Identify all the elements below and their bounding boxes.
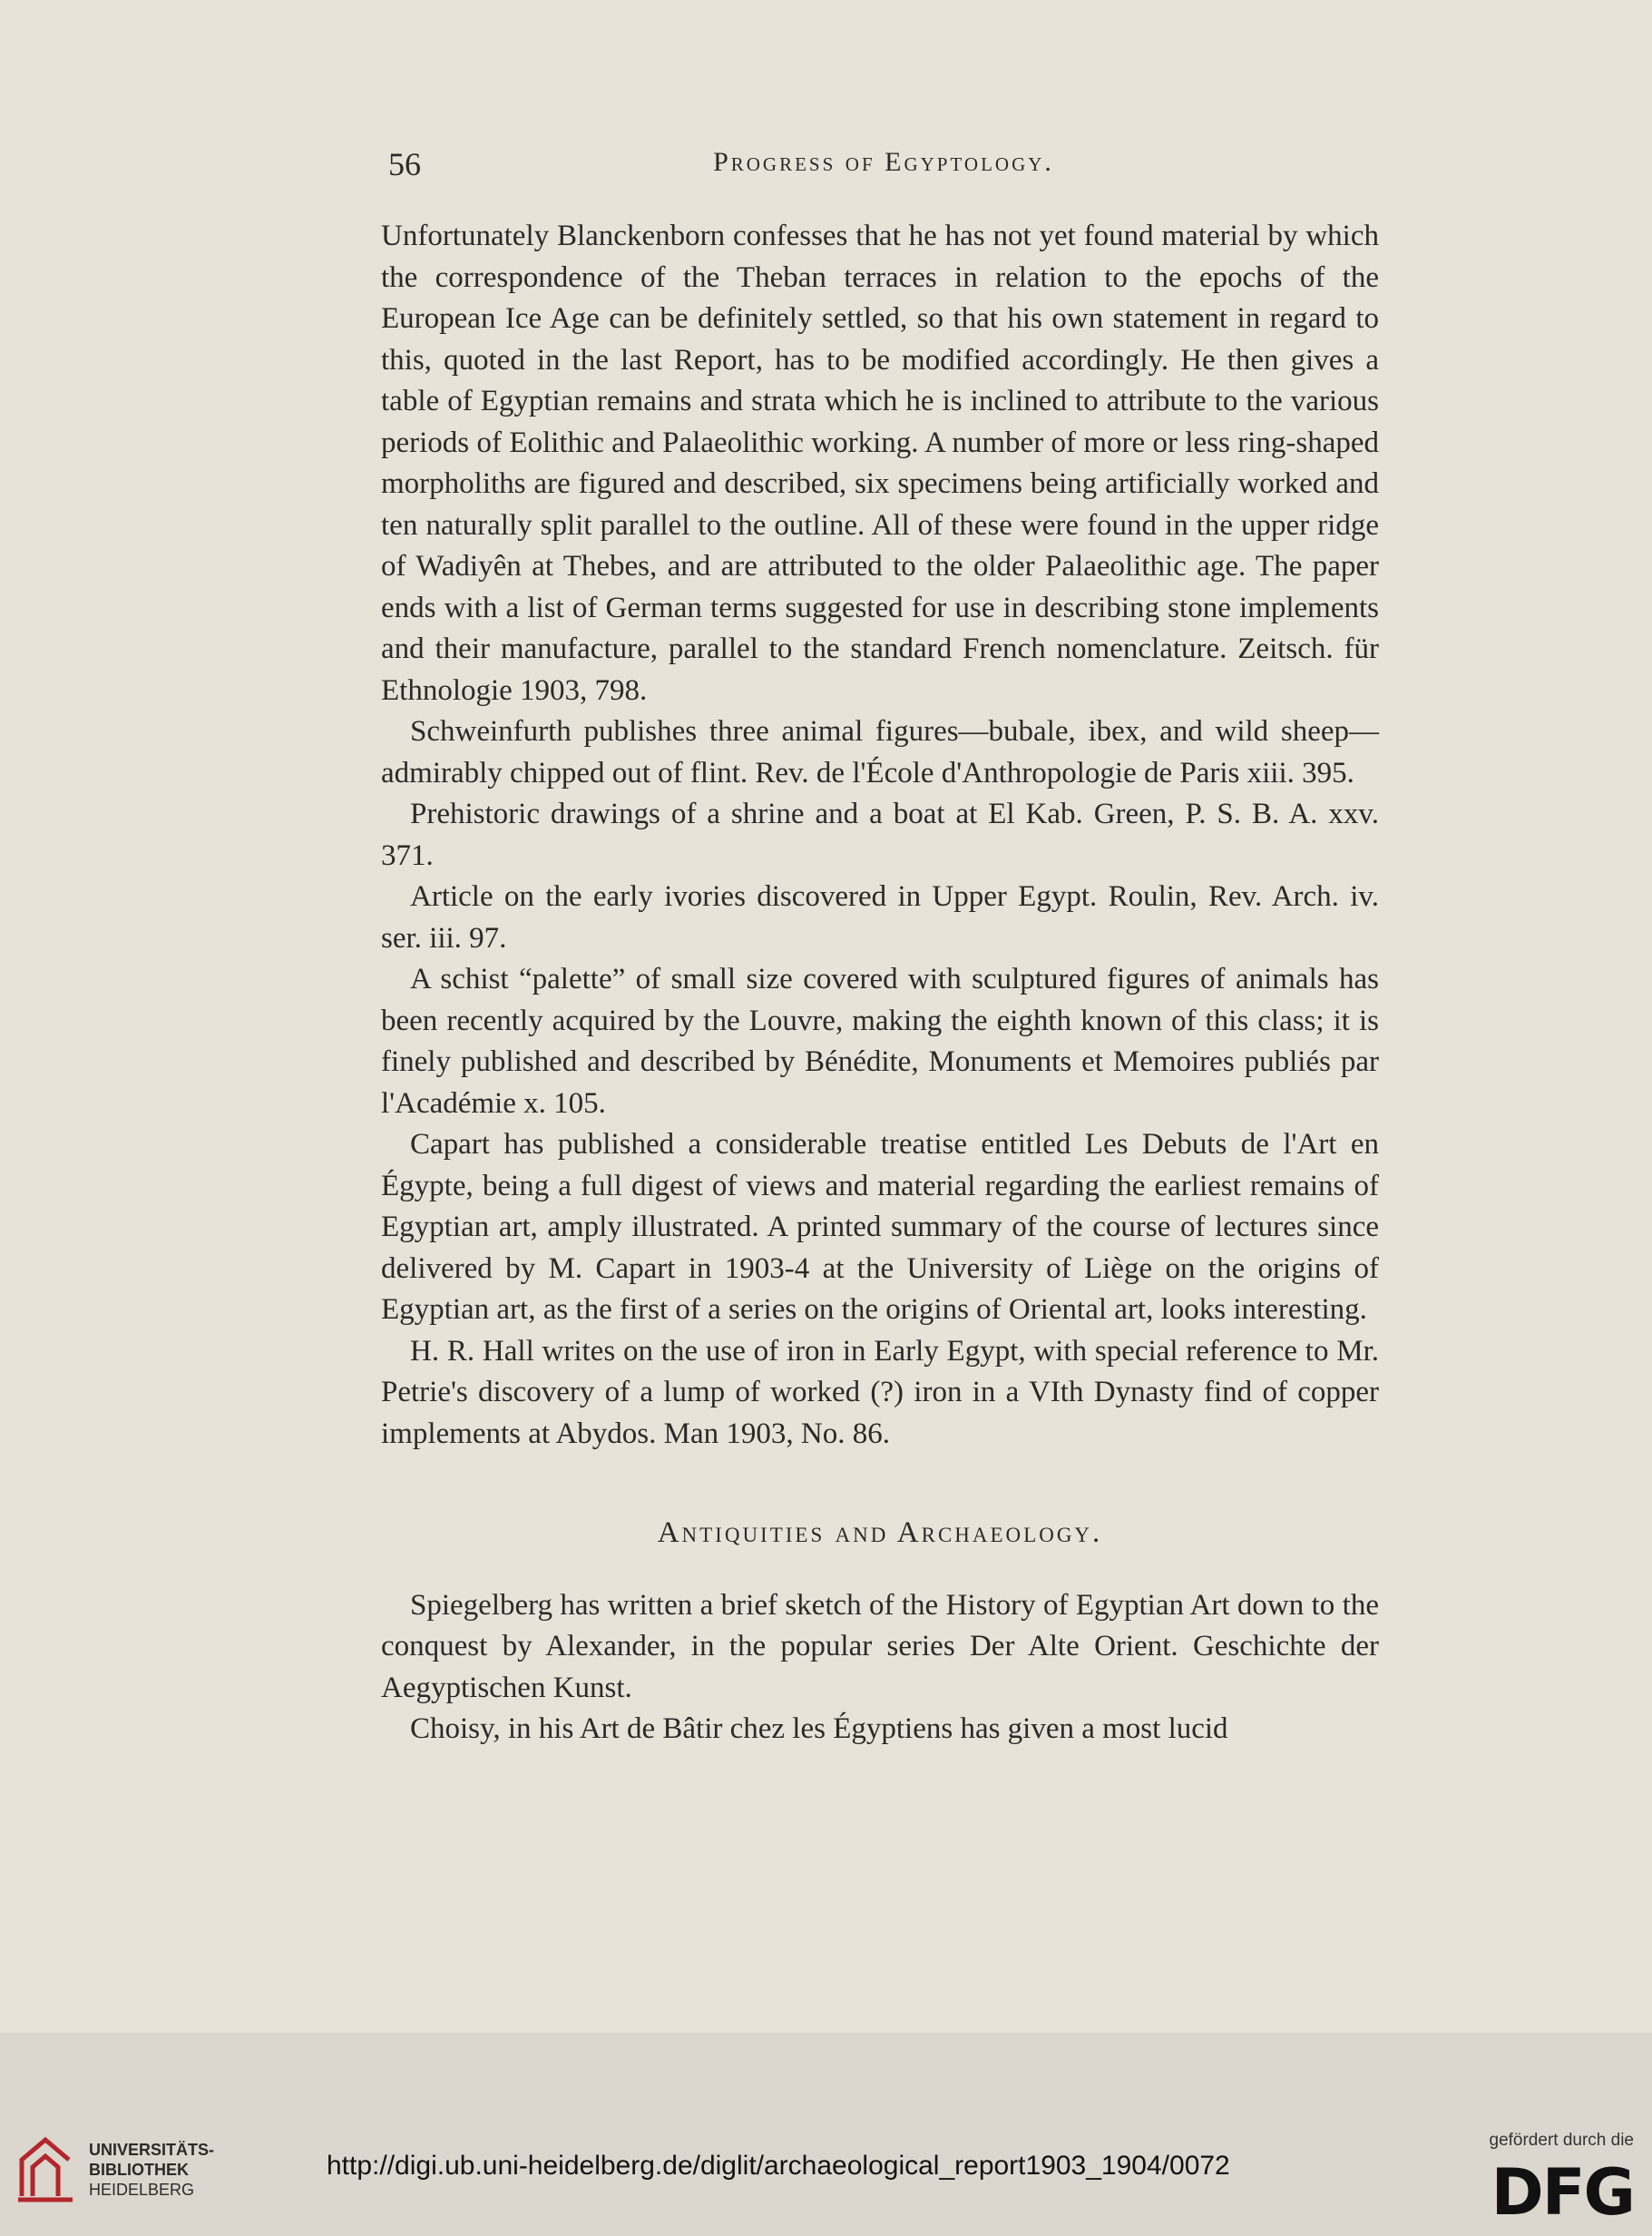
library-name-line: UNIVERSITÄTS- [89,2141,215,2159]
page-number: 56 [388,146,421,182]
paragraph: A schist “palette” of small size covered with sculptured figures of animals has been recently acquired by the Louvre, making the eighth known of this class; it is finely published and described by Bénédite, Monuments et Memoires publiés par l'Académie x. 105. [381,963,1379,1120]
library-name [89,2140,243,2200]
body-text [381,216,1379,1751]
paragraph: Unfortunately Blanckenborn confesses that he has not yet found material by which the correspondence of the Theban terraces in relation to the epochs of the European Ice Age can be definitely settled, so that his own statement in regard to this, quoted in the last Report, has to be modified accordingly. He then gives a table of Egyptian remains and strata which he is inclined to attribute to the various periods of Eolithic and Palaeolithic working. A number of more or less ring-shaped morpholiths are figured and described, six specimens being artificially worked and ten naturally split parallel to the outline. All of these were found in the upper ridge of Wadiyên at Thebes, and are attributed to the older Palaeolithic age. The paper ends with a list of German terms suggested for use in describing stone implements and their manufacture, parallel to the standard French nomenclature. Zeitsch. für Ethnologie 1903, 798. [381,220,1379,707]
running-head: Progress of Egyptology. [713,147,1054,177]
paragraph: Choisy, in his Art de Bâtir chez les Égyptiens has given a most lucid [410,1712,1228,1745]
paragraph: Article on the early ivories discovered in Upper Egypt. Roulin, Rev. Arch. iv. ser. iii. 97. [381,880,1379,955]
page-header [388,145,1379,181]
source-url-link[interactable]: http://digi.ub.uni-heidelberg.de/diglit/archaeological_report1903_1904/0072 [327,2151,1230,2181]
paragraph: Spiegelberg has written a brief sketch of the History of Egyptian Art down to the conquest by Alexander, in the popular series Der Alte Orient. Geschichte der Aegyptischen Kunst. [381,1588,1379,1704]
library-name-line: HEIDELBERG [89,2181,195,2199]
dfg-logo: DFG [1491,2155,1634,2230]
footer-bar [0,2033,1652,2236]
section-heading: Antiquities and Archaeology. [657,1516,1103,1549]
paragraph: Prehistoric drawings of a shrine and a boat at El Kab. Green, P. S. B. A. xxv. 371. [381,798,1379,872]
library-name-line: BIBLIOTHEK [89,2161,189,2179]
university-library-logo-icon [15,2133,78,2203]
paragraph: Schweinfurth publishes three animal figures—bubale, ibex, and wild sheep—admirably chipped out of flint. Rev. de l'École d'Anthropologie de Paris xiii. 395. [381,715,1379,789]
paragraph: H. R. Hall writes on the use of iron in Early Egypt, with special reference to Mr. Petrie's discovery of a lump of worked (?) iron in a VIth Dynasty find of copper implements at Abydos. Man 1903, No. 86. [381,1334,1379,1450]
funding-caption: gefördert durch die [1489,2131,1634,2150]
paragraph: Capart has published a considerable treatise entitled Les Debuts de l'Art en Égypte, being a full digest of views and material regarding the earliest remains of Egyptian art, amply illustrated. A printed summary of the course of lectures since delivered by M. Capart in 1903-4 at the University of Liège on the origins of Egyptian art, as the first of a series on the origins of Oriental art, looks interesting. [381,1128,1379,1326]
